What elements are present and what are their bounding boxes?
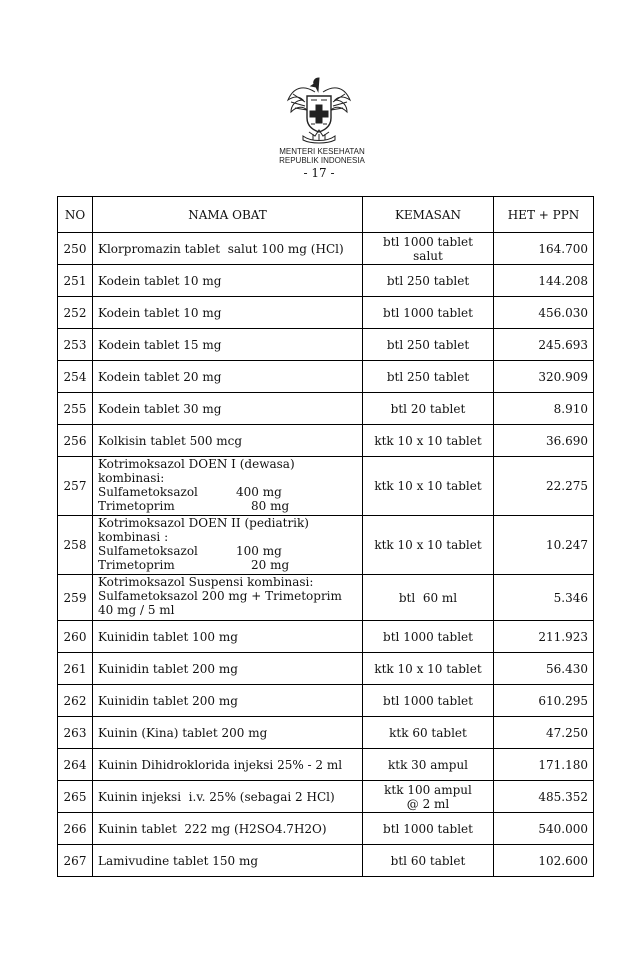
table-row — [58, 329, 594, 361]
cell-no: 265 — [58, 781, 93, 813]
cell-kemasan — [363, 845, 494, 877]
cell-nama-obat — [93, 457, 363, 516]
nama-obat-line: Kuinin (Kina) tablet 200 mg — [98, 725, 268, 740]
cell-kemasan — [363, 717, 494, 749]
cell-nama-obat — [93, 393, 363, 425]
cell-het-ppn: 144.208 — [494, 265, 594, 297]
nama-obat-line: Kuinin tablet 222 mg (H2SO4.7H2O) — [98, 821, 327, 836]
cell-nama-obat — [93, 781, 363, 813]
cell-kemasan — [363, 425, 494, 457]
kemasan-line: salut — [413, 248, 443, 263]
nama-obat-line: Trimetoprim 20 mg — [98, 558, 290, 572]
cell-kemasan — [363, 575, 494, 621]
kemasan-line: btl 60 ml — [398, 590, 458, 605]
cell-no: 261 — [58, 653, 93, 685]
cell-het-ppn: 456.030 — [494, 297, 594, 329]
cell-no: 255 — [58, 393, 93, 425]
drug-price-table — [57, 196, 594, 877]
kemasan-line: btl 250 tablet — [386, 369, 470, 384]
cell-no: 260 — [58, 621, 93, 653]
cell-het-ppn: 610.295 — [494, 685, 594, 717]
table-body — [58, 233, 594, 877]
nama-obat-line: Sulfametoksazol 200 mg + Trimetoprim — [98, 589, 342, 603]
column-header-het-ppn: HET + PPN — [494, 197, 594, 233]
nama-obat-line: Kuinidin tablet 200 mg — [98, 661, 238, 676]
kemasan-line: ktk 10 x 10 tablet — [374, 433, 482, 448]
cell-het-ppn: 102.600 — [494, 845, 594, 877]
cell-nama-obat — [93, 516, 363, 575]
table-row — [58, 425, 594, 457]
nama-obat-line: Kuinidin tablet 200 mg — [98, 693, 238, 708]
kemasan-line: ktk 30 ampul — [387, 757, 469, 772]
cell-het-ppn: 171.180 — [494, 749, 594, 781]
table-row — [58, 749, 594, 781]
cell-het-ppn: 320.909 — [494, 361, 594, 393]
column-header-kemasan: KEMASAN — [363, 197, 494, 233]
ministry-subtitle: REPUBLIK INDONESIA — [279, 156, 365, 165]
ministry-title: MENTERI KESEHATAN — [279, 147, 365, 156]
cell-nama-obat — [93, 685, 363, 717]
table-row — [58, 813, 594, 845]
cell-het-ppn: 485.352 — [494, 781, 594, 813]
cell-nama-obat — [93, 233, 363, 265]
table-header-row — [58, 197, 594, 233]
cell-nama-obat — [93, 575, 363, 621]
kemasan-line: ktk 100 ampul — [384, 782, 472, 797]
cell-no: 258 — [58, 516, 93, 575]
cell-no: 256 — [58, 425, 93, 457]
cell-no: 267 — [58, 845, 93, 877]
cell-nama-obat — [93, 749, 363, 781]
kemasan-line: btl 1000 tablet — [383, 234, 473, 249]
table-row — [58, 361, 594, 393]
cell-kemasan — [363, 265, 494, 297]
table-row — [58, 265, 594, 297]
nama-obat-line: Kodein tablet 15 mg — [98, 337, 222, 352]
nama-obat-line: Kodein tablet 30 mg — [98, 401, 222, 416]
table-row — [58, 717, 594, 749]
cell-het-ppn: 47.250 — [494, 717, 594, 749]
page-number: - 17 - — [303, 166, 335, 180]
cell-het-ppn: 540.000 — [494, 813, 594, 845]
nama-obat-line: Kuinin injeksi i.v. 25% (sebagai 2 HCl) — [98, 789, 335, 804]
cell-nama-obat — [93, 621, 363, 653]
cell-kemasan — [363, 393, 494, 425]
cell-no: 257 — [58, 457, 93, 516]
cell-no: 264 — [58, 749, 93, 781]
cell-kemasan — [363, 457, 494, 516]
cell-kemasan — [363, 685, 494, 717]
cell-kemasan — [363, 813, 494, 845]
nama-obat-line: Kodein tablet 10 mg — [98, 305, 222, 320]
nama-obat-line: kombinasi: — [98, 471, 165, 485]
cell-nama-obat — [93, 361, 363, 393]
cell-nama-obat — [93, 717, 363, 749]
kemasan-line: ktk 10 x 10 tablet — [374, 538, 482, 552]
cell-no: 251 — [58, 265, 93, 297]
table-row — [58, 393, 594, 425]
nama-obat-line: Kotrimoksazol Suspensi kombinasi: — [98, 575, 314, 589]
table-row — [58, 685, 594, 717]
cell-het-ppn: 245.693 — [494, 329, 594, 361]
cell-het-ppn: 56.430 — [494, 653, 594, 685]
kemasan-line: btl 1000 tablet — [383, 629, 473, 644]
nama-obat-line: Kodein tablet 20 mg — [98, 369, 222, 384]
cell-kemasan — [363, 361, 494, 393]
kemasan-line: ktk 60 tablet — [389, 725, 467, 740]
cell-het-ppn: 211.923 — [494, 621, 594, 653]
cell-het-ppn: 10.247 — [494, 516, 594, 575]
table-row — [58, 653, 594, 685]
cell-no: 262 — [58, 685, 93, 717]
kemasan-line: btl 60 tablet — [390, 853, 466, 868]
column-header-nama-obat: NAMA OBAT — [93, 197, 363, 233]
cell-kemasan — [363, 781, 494, 813]
nama-obat-line: Kodein tablet 10 mg — [98, 273, 222, 288]
cell-kemasan — [363, 653, 494, 685]
nama-obat-line: Kotrimoksazol DOEN I (dewasa) — [98, 457, 295, 471]
nama-obat-line: Sulfametoksazol 400 mg — [98, 485, 282, 499]
table-row — [58, 297, 594, 329]
cell-no: 263 — [58, 717, 93, 749]
cell-nama-obat — [93, 845, 363, 877]
nama-obat-line: Trimetoprim 80 mg — [98, 499, 290, 513]
nama-obat-line: Kuinidin tablet 100 mg — [98, 629, 238, 644]
nama-obat-line: Lamivudine tablet 150 mg — [98, 853, 259, 868]
table-row — [58, 575, 594, 621]
nama-obat-line: kombinasi : — [98, 530, 169, 544]
kemasan-line: btl 20 tablet — [390, 401, 466, 416]
cell-no: 266 — [58, 813, 93, 845]
cell-no: 253 — [58, 329, 93, 361]
nama-obat-line: Sulfametoksazol 100 mg — [98, 544, 282, 558]
cell-no: 254 — [58, 361, 93, 393]
table-row — [58, 621, 594, 653]
cell-nama-obat — [93, 813, 363, 845]
kemasan-line: btl 250 tablet — [386, 273, 470, 288]
kemasan-line: btl 1000 tablet — [383, 305, 473, 320]
table-row — [58, 781, 594, 813]
kemasan-line: @ 2 ml — [406, 796, 450, 811]
cell-no: 259 — [58, 575, 93, 621]
nama-obat-line: Kuinin Dihidroklorida injeksi 25% - 2 ml — [98, 757, 343, 772]
cell-nama-obat — [93, 653, 363, 685]
cell-kemasan — [363, 297, 494, 329]
kemasan-line: btl 250 tablet — [386, 337, 470, 352]
table-row — [58, 457, 594, 516]
cell-het-ppn: 8.910 — [494, 393, 594, 425]
cell-nama-obat — [93, 329, 363, 361]
nama-obat-line: Kolkisin tablet 500 mcg — [98, 433, 243, 448]
cell-het-ppn: 36.690 — [494, 425, 594, 457]
kemasan-line: btl 1000 tablet — [383, 821, 473, 836]
cell-het-ppn: 164.700 — [494, 233, 594, 265]
nama-obat-line: 40 mg / 5 ml — [98, 603, 175, 617]
table-row — [58, 233, 594, 265]
cell-kemasan — [363, 233, 494, 265]
kemasan-line: btl 1000 tablet — [383, 693, 473, 708]
nama-obat-line: Klorpromazin tablet salut 100 mg (HCl) — [98, 241, 344, 256]
garuda-emblem-icon — [285, 74, 353, 144]
cell-kemasan — [363, 749, 494, 781]
cell-nama-obat — [93, 425, 363, 457]
cell-het-ppn: 22.275 — [494, 457, 594, 516]
kemasan-line: ktk 10 x 10 tablet — [374, 661, 482, 676]
cell-kemasan — [363, 329, 494, 361]
table-row — [58, 516, 594, 575]
cell-nama-obat — [93, 297, 363, 329]
cell-nama-obat — [93, 265, 363, 297]
kemasan-line: ktk 10 x 10 tablet — [374, 479, 482, 493]
cell-kemasan — [363, 516, 494, 575]
cell-no: 252 — [58, 297, 93, 329]
cell-kemasan — [363, 621, 494, 653]
table-row — [58, 845, 594, 877]
nama-obat-line: Kotrimoksazol DOEN II (pediatrik) — [98, 516, 309, 530]
cell-het-ppn: 5.346 — [494, 575, 594, 621]
column-header-no: NO — [58, 197, 93, 233]
cell-no: 250 — [58, 233, 93, 265]
